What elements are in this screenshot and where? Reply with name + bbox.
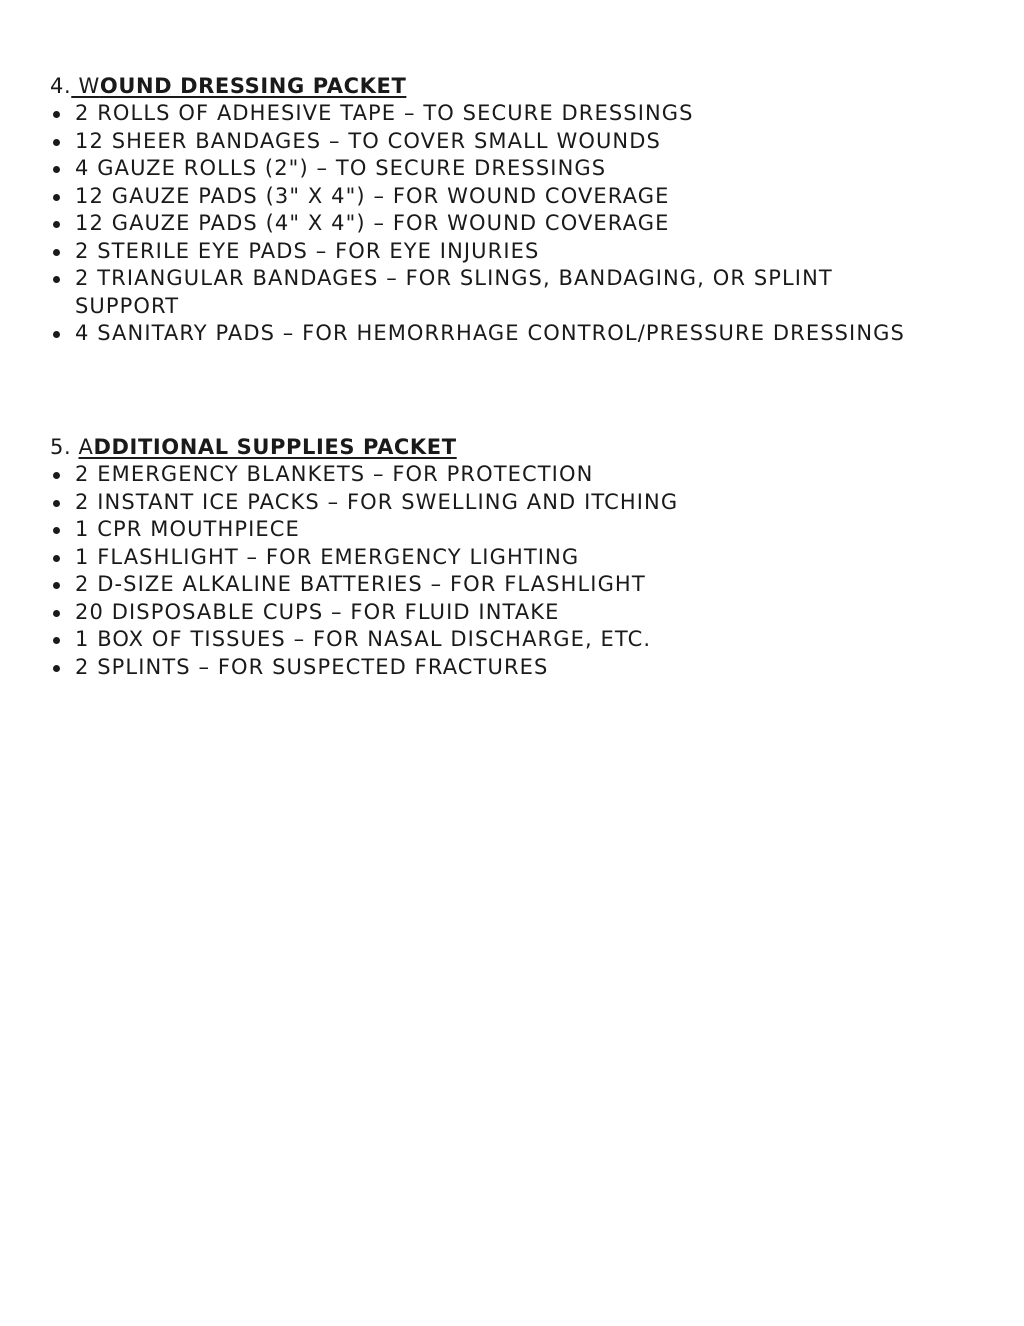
list-item: 4 GAUZE ROLLS (2") – TO SECURE DRESSINGS — [50, 155, 935, 183]
bullet-icon — [53, 500, 60, 507]
bullet-icon — [53, 111, 60, 118]
section-title: WOUND DRESSING PACKET — [71, 74, 407, 98]
section-additional-supplies-packet — [50, 433, 950, 681]
section-title: ADDITIONAL SUPPLIES PACKET — [78, 435, 457, 459]
list-item: 1 CPR MOUTHPIECE — [50, 516, 935, 544]
list-item: 2 D-SIZE ALKALINE BATTERIES – FOR FLASHLIGHT — [50, 571, 935, 599]
bullet-icon — [53, 582, 60, 589]
bullet-icon — [53, 166, 60, 173]
supply-list — [50, 100, 950, 348]
list-item: 2 EMERGENCY BLANKETS – FOR PROTECTION — [50, 461, 935, 489]
bullet-icon — [53, 555, 60, 562]
list-item: 12 GAUZE PADS (4" X 4") – FOR WOUND COVERAGE — [50, 210, 935, 238]
section-heading — [50, 433, 950, 461]
bullet-icon — [53, 472, 60, 479]
bullet-icon — [53, 527, 60, 534]
list-item: 2 ROLLS OF ADHESIVE TAPE – TO SECURE DRESSINGS — [50, 100, 935, 128]
bullet-icon — [53, 331, 60, 338]
list-item: 2 TRIANGULAR BANDAGES – FOR SLINGS, BANDAGING, OR SPLINT SUPPORT — [50, 265, 935, 320]
bullet-icon — [53, 637, 60, 644]
list-item: 20 DISPOSABLE CUPS – FOR FLUID INTAKE — [50, 599, 935, 627]
bullet-icon — [53, 276, 60, 283]
list-item: 2 STERILE EYE PADS – FOR EYE INJURIES — [50, 238, 935, 266]
bullet-icon — [53, 194, 60, 201]
bullet-icon — [53, 139, 60, 146]
supply-list — [50, 461, 950, 681]
list-item: 1 BOX OF TISSUES – FOR NASAL DISCHARGE, ETC. — [50, 626, 935, 654]
section-number: 5. — [50, 435, 79, 459]
bullet-icon — [53, 249, 60, 256]
bullet-icon — [53, 665, 60, 672]
list-item: 12 GAUZE PADS (3" X 4") – FOR WOUND COVERAGE — [50, 183, 935, 211]
section-wound-dressing-packet — [50, 72, 950, 348]
section-number: 4. — [50, 74, 72, 98]
list-item: 2 INSTANT ICE PACKS – FOR SWELLING AND ITCHING — [50, 489, 935, 517]
bullet-icon — [53, 610, 60, 617]
bullet-icon — [53, 221, 60, 228]
list-item: 1 FLASHLIGHT – FOR EMERGENCY LIGHTING — [50, 544, 935, 572]
list-item: 4 SANITARY PADS – FOR HEMORRHAGE CONTROL/PRESSURE DRESSINGS — [50, 320, 935, 348]
list-item: 12 SHEER BANDAGES – TO COVER SMALL WOUNDS — [50, 128, 935, 156]
section-heading — [50, 72, 950, 100]
list-item: 2 SPLINTS – FOR SUSPECTED FRACTURES — [50, 654, 935, 682]
